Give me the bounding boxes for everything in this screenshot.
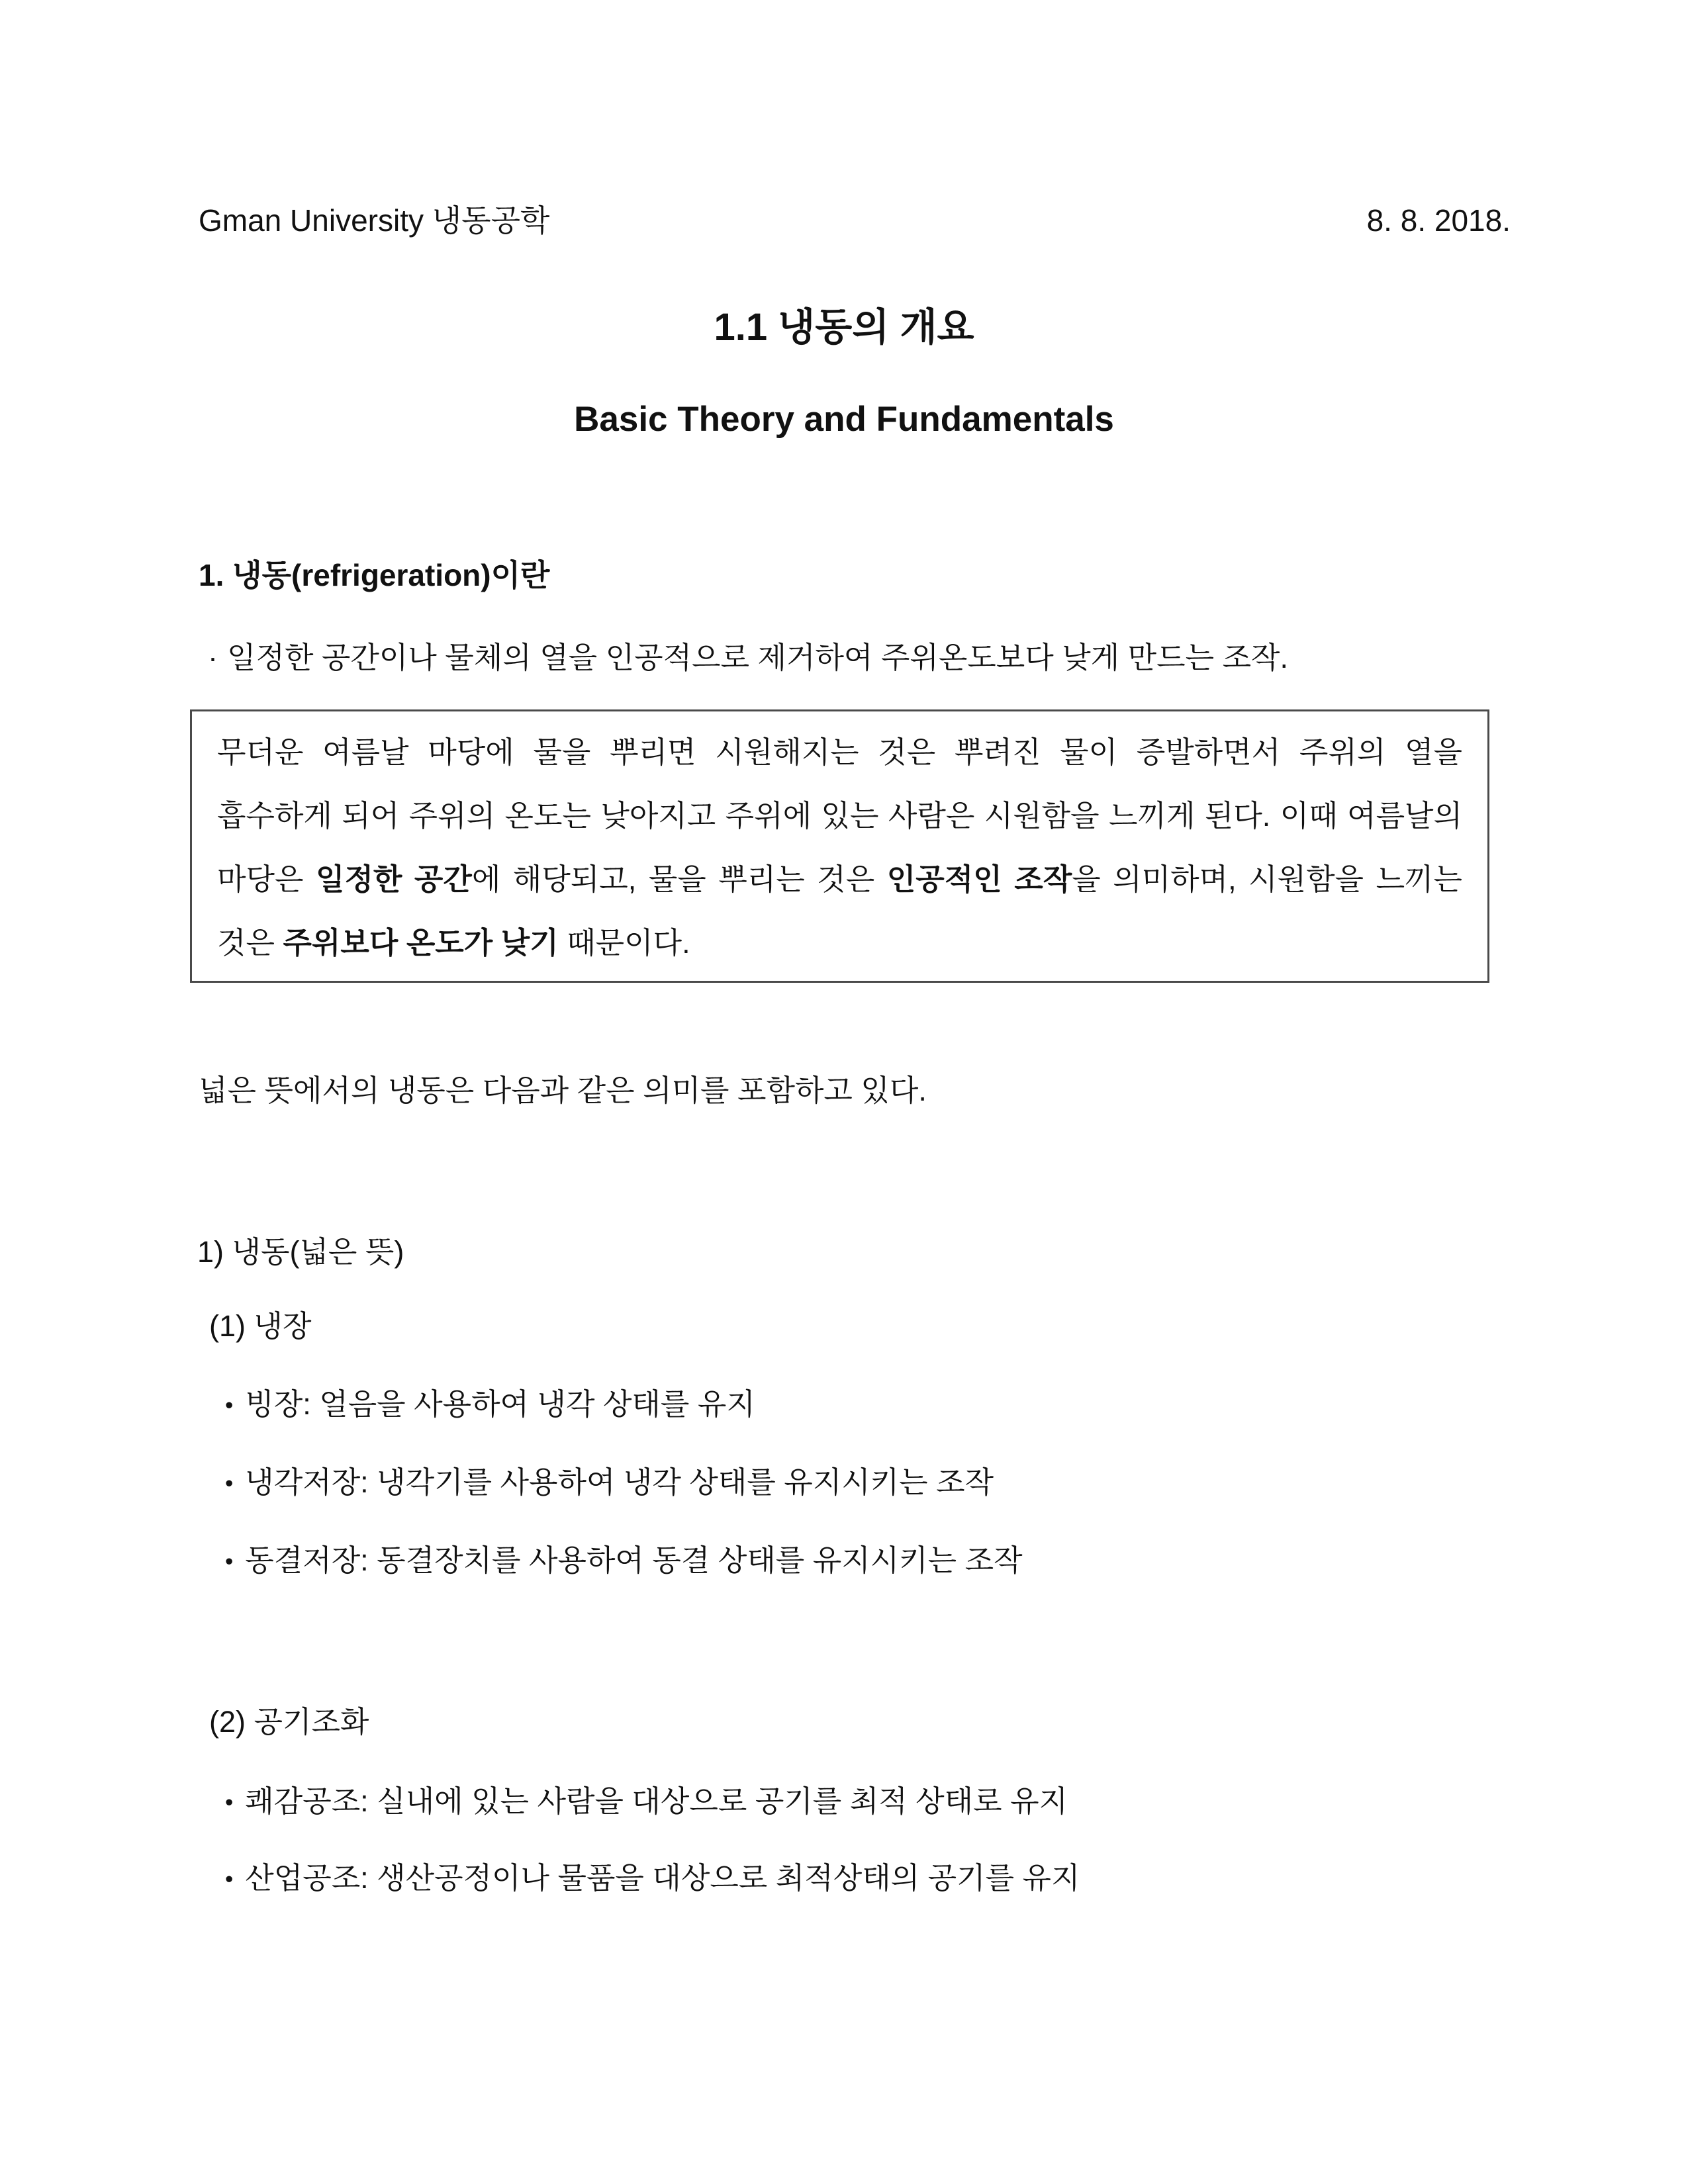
header-date: 8. 8. 2018. — [1366, 203, 1511, 238]
sub-heading-air-conditioning: (2) 공기조화 — [209, 1705, 369, 1739]
bullet-icon: • — [225, 1470, 234, 1496]
page-header — [199, 203, 1511, 239]
box-segment-bold: 주위보다 온도가 낮기 — [283, 926, 559, 960]
list-item-text: 동결저장: 동결장치를 사용하여 동결 상태를 유지시키는 조작 — [245, 1543, 1023, 1577]
box-segment: 에 해당되고, 물을 뿌리는 것은 — [471, 862, 887, 896]
box-segment-bold: 일정한 공간 — [315, 862, 472, 896]
bullet-icon: • — [225, 1548, 234, 1574]
box-segment: 무더운 여름날 마당에 물을 뿌리면 시원해지는 것은 뿌려진 물이 증발하면서 주위의 열을 흡수하게 되어 주위의 온도는 낮아지고 주위에 있는 사람은 시원함을 느끼게 된다. 이때 여름날의 마당은 — [217, 735, 1462, 896]
list-item — [199, 1385, 755, 1425]
box-segment: 을 의미하며, 시원함을 느끼는 것은 — [217, 862, 1462, 960]
list-item-text: 빙장: 얼음을 사용하여 냉각 상태를 유지 — [245, 1387, 755, 1421]
doc-subtitle: Basic Theory and Fundamentals — [574, 400, 1114, 439]
section-1-heading: 1. 냉동(refrigeration)이란 — [199, 558, 550, 592]
list-item — [199, 1858, 1080, 1899]
bullet-icon: • — [225, 1392, 234, 1418]
definition-bullet-icon: · — [208, 641, 218, 674]
list-item — [199, 1541, 1023, 1581]
refrigeration-definition — [199, 638, 1288, 678]
box-segment-bold: 인공적인 조작 — [886, 862, 1072, 896]
example-box — [190, 709, 1489, 983]
list-item-text: 쾌감공조: 실내에 있는 사람을 대상으로 공기를 최적 상태로 유지 — [245, 1784, 1068, 1818]
header-course-title: Gman University 냉동공학 — [199, 203, 550, 238]
bullet-icon: • — [225, 1789, 234, 1815]
wide-meaning-intro: 넓은 뜻에서의 냉동은 다음과 같은 의미를 포함하고 있다. — [199, 1073, 927, 1107]
sub-heading-refrigerated-storage: (1) 냉장 — [209, 1309, 312, 1343]
list-item — [199, 1782, 1068, 1822]
list-item-text: 냉각저장: 냉각기를 사용하여 냉각 상태를 유지시키는 조작 — [245, 1465, 994, 1499]
bullet-icon: • — [225, 1866, 234, 1892]
list-item — [199, 1463, 994, 1503]
doc-title: 1.1 냉동의 개요 — [714, 306, 974, 349]
list-item-text: 산업공조: 생산공정이나 물품을 대상으로 최적상태의 공기를 유지 — [245, 1861, 1080, 1895]
box-segment: 때문이다. — [558, 926, 690, 960]
example-box-paragraph — [217, 721, 1462, 975]
list-broad-heading: 1) 냉동(넓은 뜻) — [197, 1235, 404, 1269]
definition-text: 일정한 공간이나 물체의 열을 인공적으로 제거하여 주위온도보다 낮게 만드는 조작. — [227, 641, 1289, 674]
